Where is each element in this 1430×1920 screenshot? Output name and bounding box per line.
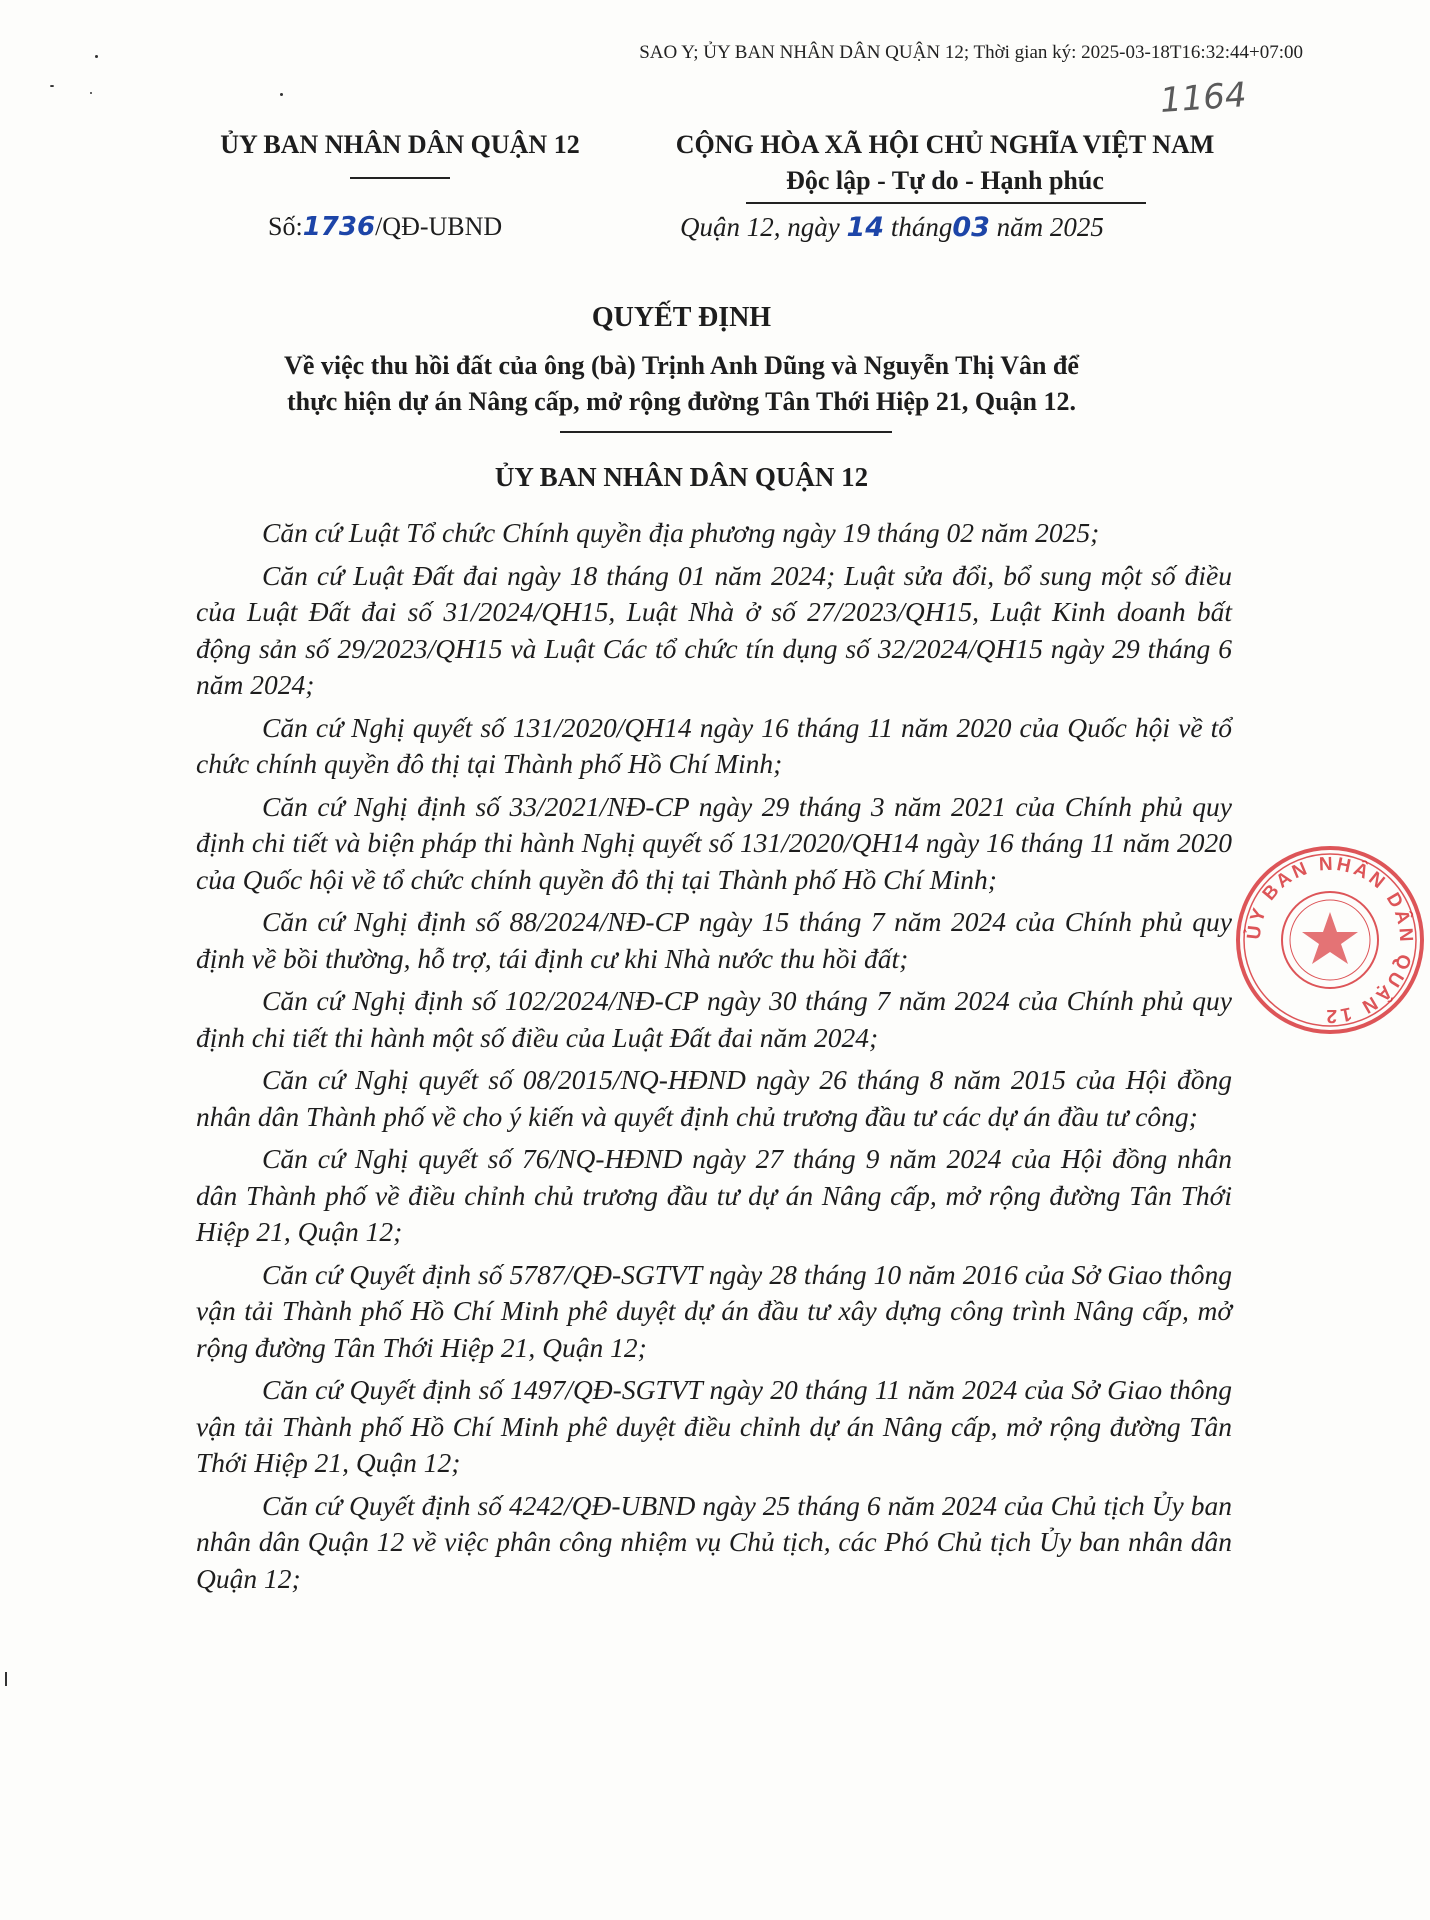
legal-basis-paragraph: Căn cứ Nghị quyết số 131/2020/QH14 ngày 16 tháng 11 năm 2020 của Quốc hội về tổ chức chính quyền đô thị tại Thành phố Hồ Chí Minh; [196, 711, 1232, 779]
legal-basis-paragraph: Căn cứ Nghị định số 33/2021/NĐ-CP ngày 29 tháng 3 năm 2021 của Chính phủ quy định chi tiết và biện pháp thi hành Nghị quyết số 131/2020/QH14 ngày 16 tháng 11 năm 2020 của Quốc hội về tổ chức chính quyền đô thị tại Thành phố Hồ Chí Minh; [196, 790, 1232, 895]
legal-basis-paragraph: Căn cứ Nghị quyết số 76/NQ-HĐND ngày 27 tháng 9 năm 2024 của Hội đồng nhân dân Thành phố về điều chỉnh chủ trương đầu tư dự án Nâng cấp, mở rộng đường Tân Thới Hiệp 21, Quận 12; [196, 1143, 1232, 1247]
legal-basis-paragraph: Căn cứ Quyết định số 5787/QĐ-SGTVT ngày 28 tháng 10 năm 2016 của Sở Giao thông vận tải Thành phố Hồ Chí Minh phê duyệt dự án đầu tư xây dựng công trình Nâng cấp, mở rộng đường Tân Thới Hiệp 21, Quận 12; [196, 1258, 1232, 1363]
handwritten-reference-number: 1164 [1158, 75, 1248, 121]
document-subject [180, 348, 1183, 420]
legal-basis-paragraph: Căn cứ Quyết định số 4242/QĐ-UBND ngày 25 tháng 6 năm 2024 của Chủ tịch Ủy ban nhân dân Quận 12 về việc phân công nhiệm vụ Chủ tịch, các Phó Chủ tịch Ủy ban nhân dân Quận 12; [196, 1489, 1232, 1594]
issuer-underline [350, 177, 450, 179]
national-title: CỘNG HÒA XÃ HỘI CHỦ NGHĨA VIỆT NAM [675, 130, 1215, 159]
motto-underline [746, 202, 1146, 204]
national-motto: Độc lập - Tự do - Hạnh phúc [786, 166, 1104, 195]
document-title: QUYẾT ĐỊNH [591, 302, 772, 333]
legal-basis-paragraph: Căn cứ Nghị định số 88/2024/NĐ-CP ngày 15 tháng 7 năm 2024 của Chính phủ quy định về bồi thường, hỗ trợ, tái định cư khi Nhà nước thu hồi đất; [196, 906, 1232, 974]
place-and-date: Quận 12, ngày 14 tháng03 năm 2025 [680, 212, 1104, 243]
issuer-name: ỦY BAN NHÂN DÂN QUẬN 12 [220, 130, 580, 159]
subject-underline [560, 431, 892, 433]
legal-basis-paragraph: Căn cứ Nghị định số 102/2024/NĐ-CP ngày 30 tháng 7 năm 2024 của Chính phủ quy định chi tiết thi hành một số điều của Luật Đất đai năm 2024; [196, 985, 1232, 1053]
seal-text: ỦY BAN NHÂN DÂN QUẬN 12 [1243, 853, 1417, 1027]
subject-line-1: Về việc thu hồi đất của ông (bà) Trịnh Anh Dũng và Nguyễn Thị Vân để [284, 351, 1079, 380]
digital-copy-stamp: SAO Y; ỦY BAN NHÂN DÂN QUẬN 12; Thời gian ký: 2025-03-18T16:32:44+07:00 [639, 42, 1303, 63]
legal-basis-paragraph: Căn cứ Quyết định số 1497/QĐ-SGTVT ngày 20 tháng 11 năm 2024 của Sở Giao thông vận tải Thành phố Hồ Chí Minh phê duyệt điều chỉnh dự án Nâng cấp, mở rộng đường Tân Thới Hiệp 21, Quận 12; [196, 1374, 1232, 1478]
subject-line-2: thực hiện dự án Nâng cấp, mở rộng đường Tân Thới Hiệp 21, Quận 12. [286, 387, 1077, 416]
handwritten-month: 03 [952, 212, 990, 243]
handwritten-day: 14 [846, 212, 885, 243]
authority-heading: ỦY BAN NHÂN DÂN QUẬN 12 [494, 462, 869, 492]
legal-basis-paragraph: Căn cứ Luật Tổ chức Chính quyền địa phương ngày 19 tháng 02 năm 2025; [262, 517, 1100, 548]
legal-basis-paragraph: Căn cứ Nghị quyết số 08/2015/NQ-HĐND ngày 26 tháng 8 năm 2015 của Hội đồng nhân dân Thành phố về cho ý kiến và quyết định chủ trương đầu tư các dự án đầu tư công; [196, 1064, 1232, 1132]
legal-basis-paragraph: Căn cứ Luật Đất đai ngày 18 tháng 01 năm 2024; Luật sửa đổi, bổ sung một số điều của Luật Đất đai số 31/2024/QH15, Luật Nhà ở số 27/2023/QH15, Luật Kinh doanh bất động sản số 29/2023/QH15 và Luật Các tổ chức tín dụng số 32/2024/QH15 ngày 29 tháng 6 năm 2024; [196, 559, 1232, 700]
official-red-seal [1230, 840, 1430, 1040]
legal-basis-body [196, 515, 1232, 1603]
document-number: Số:1736/QĐ-UBND [268, 212, 503, 242]
handwritten-doc-number: 1736 [302, 212, 376, 242]
